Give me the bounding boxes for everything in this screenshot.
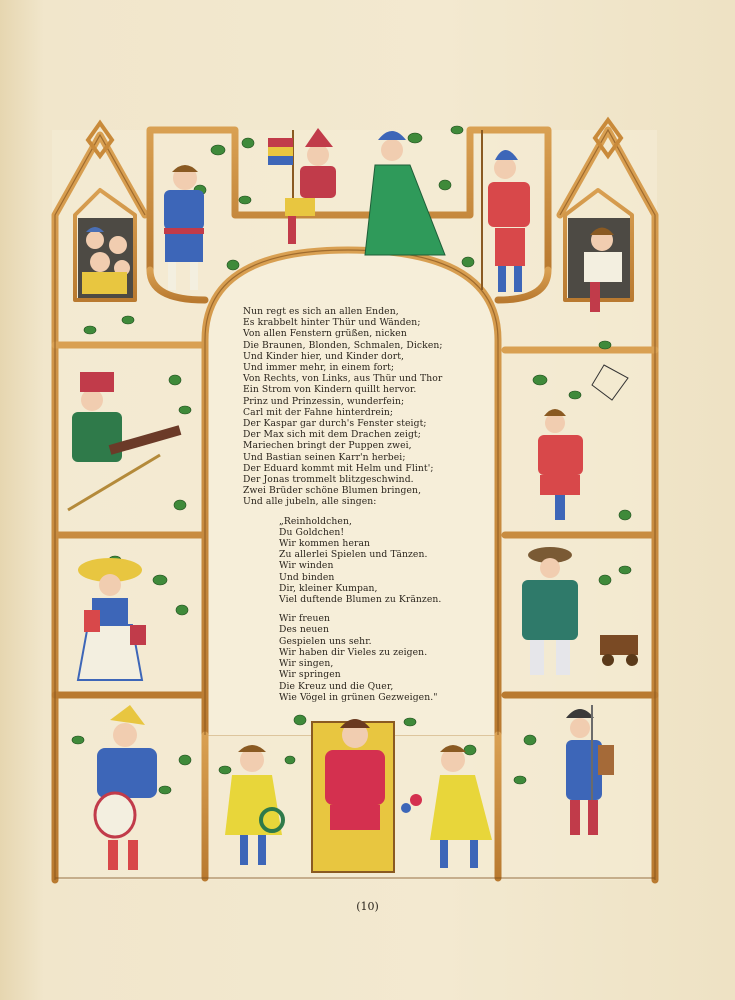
poem-line: Der Jonas trommelt blitzgeschwind. [243,474,414,486]
poem-line: Zu allerlei Spielen und Tänzen. [279,549,428,561]
poem-line: Nun regt es sich an allen Enden, [243,306,399,317]
poem-line: Carl mit der Fahne hinterdrein; [243,406,394,418]
poem-line: Der Kaspar gar durch's Fenster steigt; [243,418,427,430]
poem-line: Und alle jubeln, alle singen: [243,496,377,508]
window-children-left [78,218,133,298]
verse-2 [243,516,493,606]
window-child-right [568,218,630,312]
poem-line: Es krabbelt hinter Thür und Wänden; [243,317,421,329]
poem-line: Gespielen uns sehr. [279,635,372,647]
poem-line: Und Kinder hier, und Kinder dort, [243,350,405,362]
poem-line: Wir winden [279,560,334,572]
verse-3 [243,613,493,703]
poem-line: Du Goldchen! [279,526,345,538]
poem-line: Zwei Brüder schöne Blumen bringen, [243,485,422,497]
poem-line: „Reinholdchen, [279,515,352,527]
poem-line: Wir kommen heran [279,538,371,550]
reinhold-on-chair [312,719,394,872]
poem-line: Wir haben dir Vieles zu zeigen. [279,646,428,658]
page-number: (10) [356,900,379,913]
poem-text [243,306,493,703]
poem-line: Mariechen bringt der Puppen zwei, [243,440,412,452]
poem-line: Wir freuen [279,613,331,625]
poem-line: Wir singen, [279,658,334,670]
poem-line: Von Rechts, von Links, aus Thür und Thor [243,373,443,385]
verse-1 [243,306,493,508]
poem-line: Ein Strom von Kindern quillt hervor. [243,384,417,396]
poem-line: Und Bastian seinen Karr'n herbei; [243,451,406,463]
poem-line: Prinz und Prinzessin, wunderfein; [243,395,405,407]
poem-line: Des neuen [279,624,329,636]
poem-line: Und binden [279,571,335,583]
poem-line: Viel duftende Blumen zu Kränzen. [279,594,442,606]
poem-line: Von allen Fenstern grüßen, nicken [243,328,407,340]
poem-line: Und immer mehr, in einem fort; [243,362,395,374]
poem-line: Der Max sich mit dem Drachen zeigt; [243,429,421,441]
poem-line: Die Braunen, Blonden, Schmalen, Dicken; [243,339,443,351]
poem-line: Dir, kleiner Kumpan, [279,582,378,594]
poem-line: Wie Vögel in grünen Gezweigen." [279,691,438,703]
poem-line: Wir springen [279,669,341,681]
poem-line: Der Eduard kommt mit Helm und Flint'; [243,462,434,474]
poem-line: Die Kreuz und die Quer, [279,680,394,692]
